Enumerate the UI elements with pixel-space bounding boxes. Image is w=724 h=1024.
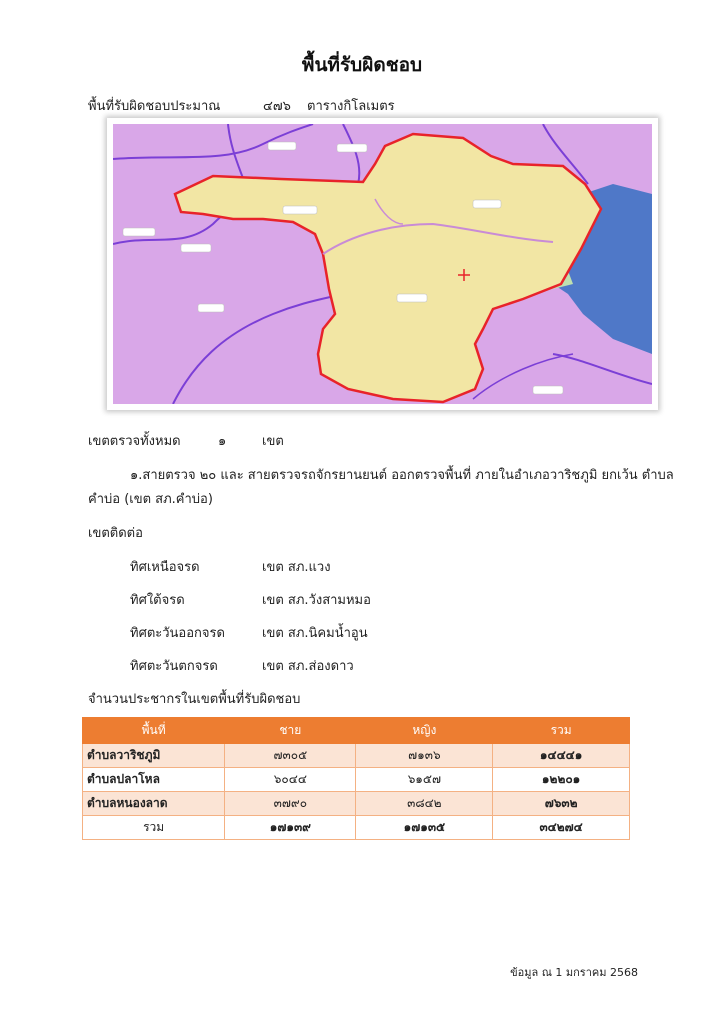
total-cell: ๑๒๒๐๑ bbox=[493, 768, 630, 792]
data-date-footer: ข้อมูล ณ 1 มกราคม 2568 bbox=[510, 966, 638, 979]
row-name: ตำบลหนองลาด bbox=[83, 792, 225, 816]
area-label: พื้นที่รับผิดชอบประมาณ bbox=[88, 99, 221, 114]
female-cell: ๖๑๕๗ bbox=[356, 768, 493, 792]
table-row bbox=[83, 792, 630, 816]
route-line-2: คำบ่อ (เขต สภ.คำบ่อ) bbox=[88, 492, 213, 507]
map-drawing bbox=[113, 124, 652, 404]
row-name: ตำบลวาริชภูมิ bbox=[83, 744, 225, 768]
adjacent-area: เขต สภ.นิคมน้ำอูน bbox=[262, 626, 368, 641]
area-map bbox=[107, 118, 658, 410]
adjacent-direction: ทิศตะวันออกจรด bbox=[130, 626, 225, 641]
table-row bbox=[83, 768, 630, 792]
population-heading: จำนวนประชากรในเขตพื้นที่รับผิดชอบ bbox=[88, 692, 301, 707]
population-table bbox=[82, 717, 630, 840]
row-name: ตำบลปลาโหล bbox=[83, 768, 225, 792]
zones-label: เขตตรวจทั้งหมด bbox=[88, 434, 181, 449]
total-cell: ๑๔๔๔๑ bbox=[493, 744, 630, 768]
area-value: ๔๗๖ bbox=[263, 99, 291, 114]
table-total-row bbox=[83, 816, 630, 840]
area-unit: ตารางกิโลเมตร bbox=[307, 99, 395, 114]
column-header: ชาย bbox=[225, 718, 356, 744]
zones-unit: เขต bbox=[262, 434, 284, 449]
total-cell: ๗๖๓๒ bbox=[493, 792, 630, 816]
female-total-cell: ๑๗๑๓๕ bbox=[356, 816, 493, 840]
page-title: พื้นที่รับผิดชอบ bbox=[301, 54, 423, 76]
column-header: พื้นที่ bbox=[83, 718, 225, 744]
adjacent-direction: ทิศตะวันตกจรด bbox=[130, 659, 218, 674]
grand-total-cell: ๓๔๒๗๔ bbox=[493, 816, 630, 840]
male-cell: ๗๓๐๕ bbox=[225, 744, 356, 768]
male-cell: ๖๐๔๔ bbox=[225, 768, 356, 792]
adjacent-area: เขต สภ.วังสามหมอ bbox=[262, 593, 371, 608]
column-header: รวม bbox=[493, 718, 630, 744]
adjacent-area: เขต สภ.ส่องดาว bbox=[262, 659, 354, 674]
table-row bbox=[83, 744, 630, 768]
adjacent-direction: ทิศใต้จรด bbox=[130, 593, 185, 608]
total-label: รวม bbox=[83, 816, 225, 840]
adjacent-heading: เขตติดต่อ bbox=[88, 526, 143, 541]
column-header: หญิง bbox=[356, 718, 493, 744]
male-cell: ๓๗๙๐ bbox=[225, 792, 356, 816]
table-header-row bbox=[83, 718, 630, 744]
female-cell: ๗๑๓๖ bbox=[356, 744, 493, 768]
adjacent-area: เขต สภ.แวง bbox=[262, 560, 331, 575]
route-line-1: ๑.สายตรวจ ๒๐ และ สายตรวจรถจักรยานยนต์ ออกตรวจพื้นที่ ภายในอำเภอวาริชภูมิ ยกเว้น ตำบล bbox=[130, 468, 674, 483]
male-total-cell: ๑๗๑๓๙ bbox=[225, 816, 356, 840]
adjacent-direction: ทิศเหนือจรด bbox=[130, 560, 200, 575]
zones-count: ๑ bbox=[218, 434, 227, 449]
female-cell: ๓๘๔๒ bbox=[356, 792, 493, 816]
